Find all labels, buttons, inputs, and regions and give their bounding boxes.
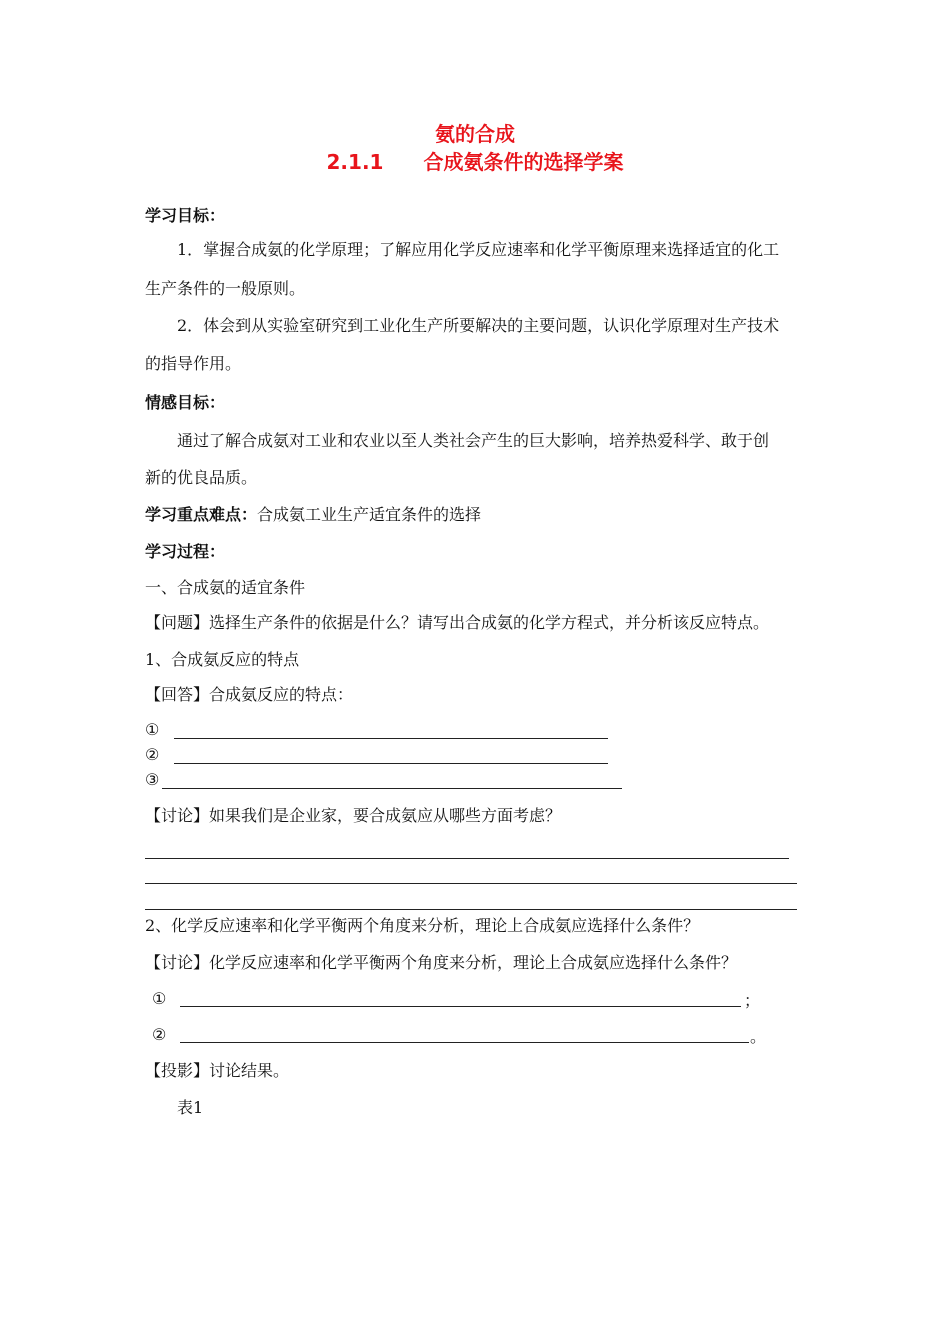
answer-mark-3: ③ (145, 770, 160, 789)
focus-label: 学习重点难点： (145, 505, 258, 524)
answer-mark-1: ① (145, 720, 160, 739)
answer-blank-2[interactable] (174, 763, 608, 764)
objective-1-line-1: 1．掌握合成氨的化学原理；了解应用化学反应速率和化学平衡原理来选择适宜的化工 (177, 240, 780, 259)
discussion-blank-1[interactable] (145, 858, 789, 859)
subsection-2-heading: 2、化学反应速率和化学平衡两个角度来分析，理论上合成氨应选择什么条件？ (145, 916, 700, 935)
section-1-heading: 一、合成氨的适宜条件 (145, 578, 306, 597)
answer-blank-1[interactable] (174, 738, 608, 739)
focus-text: 合成氨工业生产适宜条件的选择 (257, 505, 482, 524)
subsection-1-heading: 1、合成氨反应的特点 (145, 650, 300, 669)
emotion-line-1: 通过了解合成氨对工业和农业以至人类社会产生的巨大影响，培养热爱科学、敢于创 (177, 431, 770, 450)
discussion-blank-3[interactable] (145, 909, 797, 910)
focus-row (145, 505, 481, 525)
discussion-2-text: 【讨论】化学反应速率和化学平衡两个角度来分析，理论上合成氨应选择什么条件？ (145, 953, 738, 972)
process-heading: 学习过程： (145, 542, 226, 561)
table-label: 表1 (177, 1098, 204, 1117)
projection-text: 【投影】讨论结果。 (145, 1061, 290, 1080)
objective-2-line-2: 的指导作用。 (145, 354, 242, 373)
emotion-heading: 情感目标： (145, 393, 226, 412)
answer-prompt: 【回答】合成氨反应的特点： (145, 685, 354, 704)
emotion-line-2: 新的优良品质。 (145, 468, 258, 487)
condition-mark-1: ① (152, 989, 167, 1008)
discussion-blank-2[interactable] (145, 883, 797, 884)
document-title: 氨的合成 (435, 122, 515, 146)
document-subtitle: 2.1.1 合成氨条件的选择学案 (326, 150, 624, 174)
objective-1-line-2: 生产条件的一般原则。 (145, 279, 306, 298)
condition-mark-2: ② (152, 1025, 167, 1044)
objective-2-line-1: 2．体会到从实验室研究到工业化生产所要解决的主要问题，认识化学原理对生产技术 (177, 316, 780, 335)
condition-blank-2[interactable] (180, 1042, 749, 1043)
answer-blank-3[interactable] (162, 788, 622, 789)
answer-mark-2: ② (145, 745, 160, 764)
condition-end-1: ； (744, 991, 761, 1010)
question-text: 【问题】选择生产条件的依据是什么？请写出合成氨的化学方程式，并分析该反应特点。 (145, 613, 770, 632)
discussion-1-text: 【讨论】如果我们是企业家，要合成氨应从哪些方面考虑？ (145, 806, 562, 825)
condition-end-2: 。 (750, 1027, 767, 1046)
condition-blank-1[interactable] (180, 1006, 741, 1007)
objectives-heading: 学习目标： (145, 206, 226, 225)
